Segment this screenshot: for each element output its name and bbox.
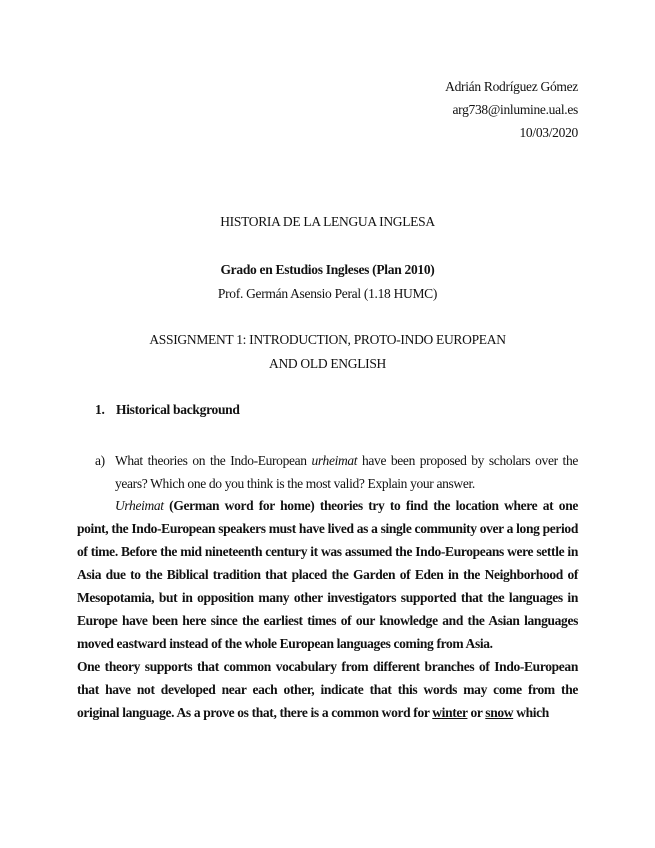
- answer-paragraph-2-text: One theory supports that common vocabulary from different branches of Indo-European that have not developed near each other, indicate that this words may come from the original language. As a prove os that, there is a common word for: [77, 659, 578, 720]
- professor-name: Prof. Germán Asensio Peral (1.18 HUMC): [217, 286, 438, 301]
- answer-paragraph-1: [77, 494, 578, 655]
- question-text-after: have been proposed by scholars over the years? Which one do you think is the most valid? Explain your answer.: [115, 453, 578, 491]
- answer-term: Urheimat: [115, 498, 164, 513]
- question-letter: a): [95, 453, 105, 468]
- degree-name: Grado en Estudios Ingleses (Plan 2010): [220, 262, 435, 277]
- section-number: 1.: [95, 402, 105, 417]
- section-title: Historical background: [116, 402, 240, 417]
- question-a: [95, 449, 578, 495]
- assignment-title-line-1: ASSIGNMENT 1: INTRODUCTION, PROTO-INDO EUROPEAN: [149, 332, 506, 347]
- question-term: urheimat: [311, 453, 358, 468]
- author-name: Adrián Rodríguez Gómez: [445, 79, 578, 94]
- author-email: arg738@inlumine.ual.es: [452, 102, 578, 117]
- section-heading: [95, 402, 240, 418]
- author-info: [445, 75, 578, 144]
- assignment-title-line-2: AND OLD ENGLISH: [269, 356, 386, 371]
- answer-paragraph-2-end: which: [513, 705, 549, 720]
- answer-paragraph-1-text: (German word for home) theories try to find the location where at one point, the Indo-European speakers must have lived as a single community over a long period of time. Before the mid nineteenth century it was assumed the Indo-Europeans were settle in Asia due to the Biblical tradition that placed the Garden of Eden in the Neighborhood of Mesopotamia, but in opposition many other investigators supported that the languages in Europe have been here since the earliest times of our knowledge and the Asian languages moved eastward instead of the whole European languages coming from Asia.: [77, 498, 578, 651]
- answer-connector: or: [467, 705, 486, 720]
- document-date: 10/03/2020: [519, 125, 578, 140]
- course-title: HISTORIA DE LA LENGUA INGLESA: [220, 214, 435, 229]
- answer-paragraph-2: [77, 655, 578, 724]
- underlined-word-snow: snow: [485, 705, 514, 720]
- answer-body: [77, 494, 578, 724]
- question-text: [115, 449, 578, 495]
- underlined-word-winter: winter: [432, 705, 468, 720]
- question-text-before: What theories on the Indo-European: [115, 453, 312, 468]
